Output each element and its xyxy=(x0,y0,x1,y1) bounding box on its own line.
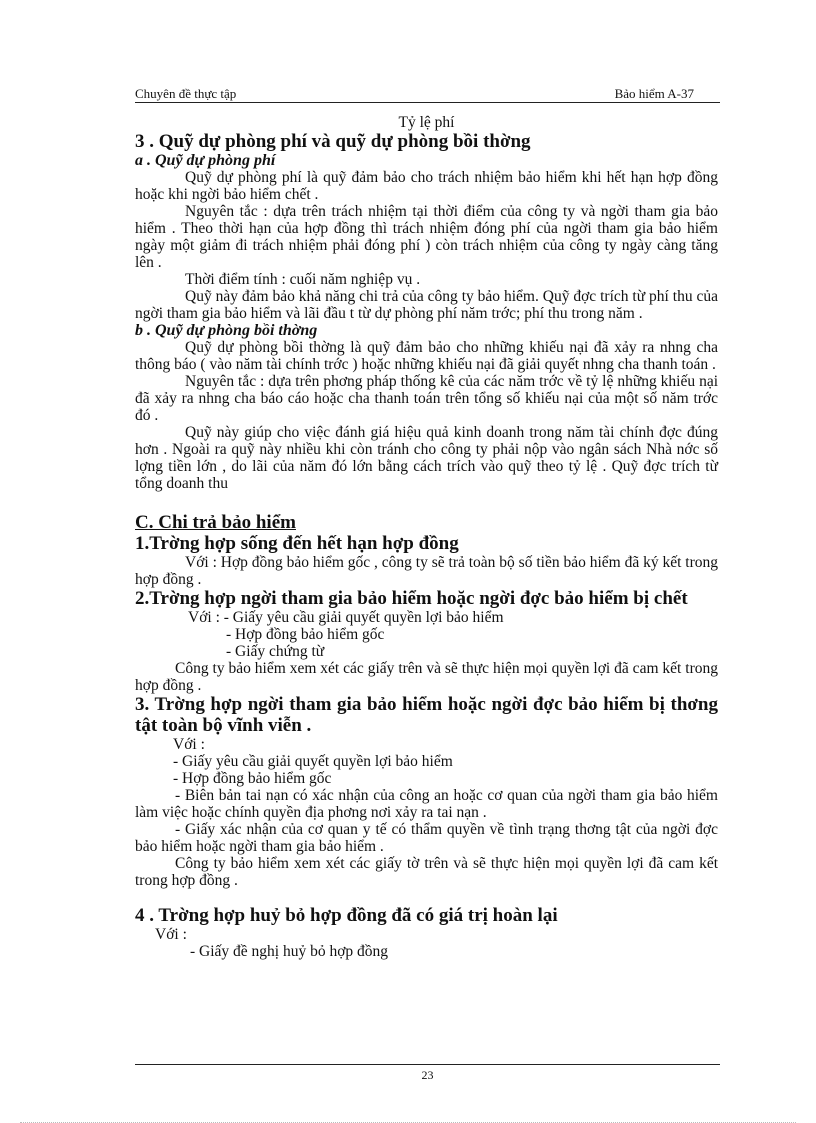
paragraph: Thời điểm tính : cuối năm nghiệp vụ . xyxy=(185,271,421,288)
paragraph: Quỹ này giúp cho việc đánh giá hiệu quả kinh doanh trong năm tài chính đợc đúng hơn . Ngoài ra quỹ này nhiều khi còn tránh cho công ty phải nộp vào ngân sách Nhà nớc số lợng tiền lớn , do lãi của năm đó lớn bằng cách trích vào quỹ theo tỷ lệ . Quỹ đợc trích từ tổng doanh thu xyxy=(135,424,718,492)
list-item: - Giấy yêu cầu giải quyết quyền lợi bảo hiểm xyxy=(173,753,453,770)
list-item: - Giấy xác nhận của cơ quan y tế có thẩm quyền về tình trạng thơng tật của ngời đợc bảo hiểm hoặc ngời tham gia bảo hiểm . xyxy=(135,821,718,855)
paragraph: Quỹ dự phòng bồi thờng là quỹ đảm bảo cho những khiếu nại đã xảy ra nhng cha thông báo ( vào năm tài chính trớc ) hoặc những khiếu nại đã giải quyết nhng cha thanh toán . xyxy=(135,339,718,373)
paragraph: Công ty bảo hiểm xem xét các giấy tờ trên và sẽ thực hiện mọi quyền lợi đã cam kết trong hợp đồng . xyxy=(135,855,718,889)
paragraph: Với : Hợp đồng bảo hiểm gốc , công ty sẽ trả toàn bộ số tiền bảo hiểm đã ký kết trong hợp đồng . xyxy=(135,554,718,588)
list-item: - Hợp đồng bảo hiểm gốc xyxy=(226,626,385,643)
page-number: 23 xyxy=(421,1068,434,1082)
chapter-heading: C. Chi trả bảo hiểm xyxy=(135,512,296,533)
list-item: Với : - Giấy yêu cầu giải quyết quyền lợi bảo hiểm xyxy=(188,609,504,626)
paragraph: Công ty bảo hiểm xem xét các giấy trên và sẽ thực hiện mọi quyền lợi đã cam kết trong hợp đồng . xyxy=(135,660,718,694)
paragraph: Nguyên tắc : dựa trên trách nhiệm tại thời điểm của công ty và ngời tham gia bảo hiểm . Theo thời hạn của hợp đồng thì trách nhiệm đóng phí của ngời tham gia bảo hiểm ngày một giảm đi trách nhiệm phải đóng phí ) còn trách nhiệm của công ty ngày càng tăng lên . xyxy=(135,203,718,271)
list-item: - Biên bản tai nạn có xác nhận của công an hoặc cơ quan của ngời tham gia bảo hiểm làm việc hoặc chính quyền địa phơng nơi xảy ra tai nạn . xyxy=(135,787,718,821)
paragraph: Quỹ dự phòng phí là quỹ đảm bảo cho trách nhiệm bảo hiểm khi hết hạn hợp đồng hoặc khi ngời bảo hiểm chết . xyxy=(135,169,718,203)
heading-2: 2.Trờng hợp ngời tham gia bảo hiểm hoặc ngời đợc bảo hiểm bị chết xyxy=(135,588,688,609)
heading-4: 4 . Trờng hợp huỷ bỏ hợp đồng đã có giá trị hoàn lại xyxy=(135,905,558,926)
subheading-a: a . Quỹ dự phòng phí xyxy=(135,152,276,169)
page-footer xyxy=(135,1064,720,1083)
subheading-b: b . Quỹ dự phòng bồi thờng xyxy=(135,322,318,339)
list-item: - Giấy đề nghị huỷ bỏ hợp đồng xyxy=(190,943,389,960)
list-item: - Hợp đồng bảo hiểm gốc xyxy=(173,770,332,787)
spacer xyxy=(135,492,718,512)
list-item: Với : xyxy=(155,926,187,943)
header-left: Chuyên đề thực tập xyxy=(135,86,237,101)
spacer xyxy=(135,889,718,905)
page-header xyxy=(135,84,720,103)
center-line: Tỷ lệ phí xyxy=(398,114,455,131)
paragraph: Nguyên tắc : dựa trên phơng pháp thống kê của các năm trớc về tỷ lệ những khiếu nại đã xảy ra nhng cha báo cáo hoặc cha thanh toán trên tổng số khiếu nại của một số năm trớc đó . xyxy=(135,373,718,424)
header-right: Bảo hiểm A-37 xyxy=(614,86,694,101)
page-content xyxy=(135,114,718,960)
list-item: Với : xyxy=(173,736,205,753)
paragraph: Quỹ này đảm bảo khả năng chi trả của công ty bảo hiểm. Quỹ đợc trích từ phí thu của ngời tham gia bảo hiểm và lãi đầu t từ dự phòng phí năm trớc; phí thu trong năm . xyxy=(135,288,718,322)
list-item: - Giấy chứng từ xyxy=(226,643,325,660)
heading-1: 1.Trờng hợp sống đến hết hạn hợp đồng xyxy=(135,533,459,554)
heading-3b: 3. Trờng hợp ngời tham gia bảo hiểm hoặc ngời đợc bảo hiểm bị thơng tật toàn bộ vĩnh viễn . xyxy=(135,694,718,736)
heading-3: 3 . Quỹ dự phòng phí và quỹ dự phòng bồi thờng xyxy=(135,131,531,152)
